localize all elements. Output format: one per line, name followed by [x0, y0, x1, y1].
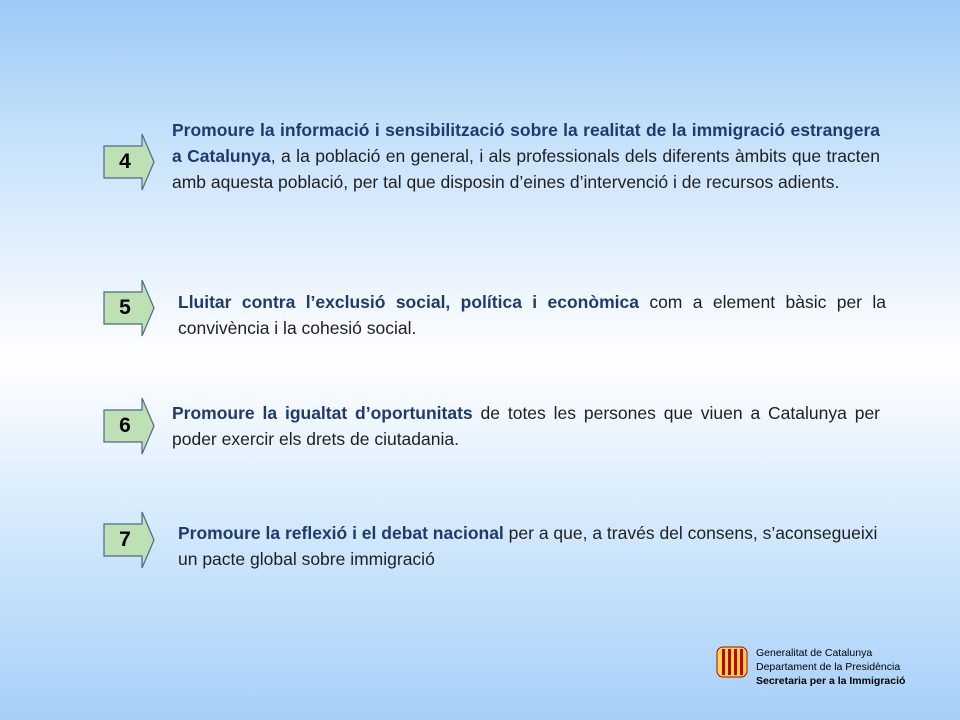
- item-bold-text: Promoure la informació i sensibilització sobre la realitat de la immigració estrangera a Catalunya: [172, 120, 880, 166]
- number-arrow-6: [102, 396, 156, 456]
- number-arrow-4: [102, 132, 156, 192]
- item-bold-text: Promoure la igualtat d’oportunitats: [172, 403, 473, 423]
- item-bold-text: Lluitar contra l’exclusió social, política i econòmica: [178, 292, 639, 312]
- footer-line-2: Departament de la Presidència: [756, 661, 901, 673]
- number-arrow-7: [102, 510, 156, 570]
- footer-line-1: Generalitat de Catalunya: [756, 647, 873, 659]
- item-rest-text: , a la població en general, i als professionals dels diferents àmbits que tracten amb aquesta població, per tal que disposin d’eines d’intervenció i de recursos adients.: [172, 146, 880, 192]
- item-text-6: [172, 400, 880, 452]
- item-number: 5: [119, 296, 131, 319]
- item-number: 7: [119, 528, 131, 551]
- generalitat-logo-icon: [716, 646, 748, 678]
- item-number: 4: [119, 150, 131, 173]
- footer-org-text: [756, 646, 905, 688]
- item-rest-text: per a que, a través del consens, s’aconsegueixi un pacte global sobre immigració: [178, 523, 878, 569]
- item-rest-text: de totes les persones que viuen a Catalunya per poder exercir els drets de ciutadania.: [172, 403, 880, 449]
- number-arrow-5: [102, 278, 156, 338]
- item-rest-text: com a element bàsic per la convivència i la cohesió social.: [178, 292, 886, 338]
- item-number: 6: [119, 414, 131, 437]
- item-text-5: [178, 289, 886, 341]
- footer-line-3: Secretaria per a la Immigració: [756, 675, 906, 687]
- item-text-4: [172, 117, 880, 195]
- item-text-7: [178, 520, 888, 572]
- item-bold-text: Promoure la reflexió i el debat nacional: [178, 523, 504, 543]
